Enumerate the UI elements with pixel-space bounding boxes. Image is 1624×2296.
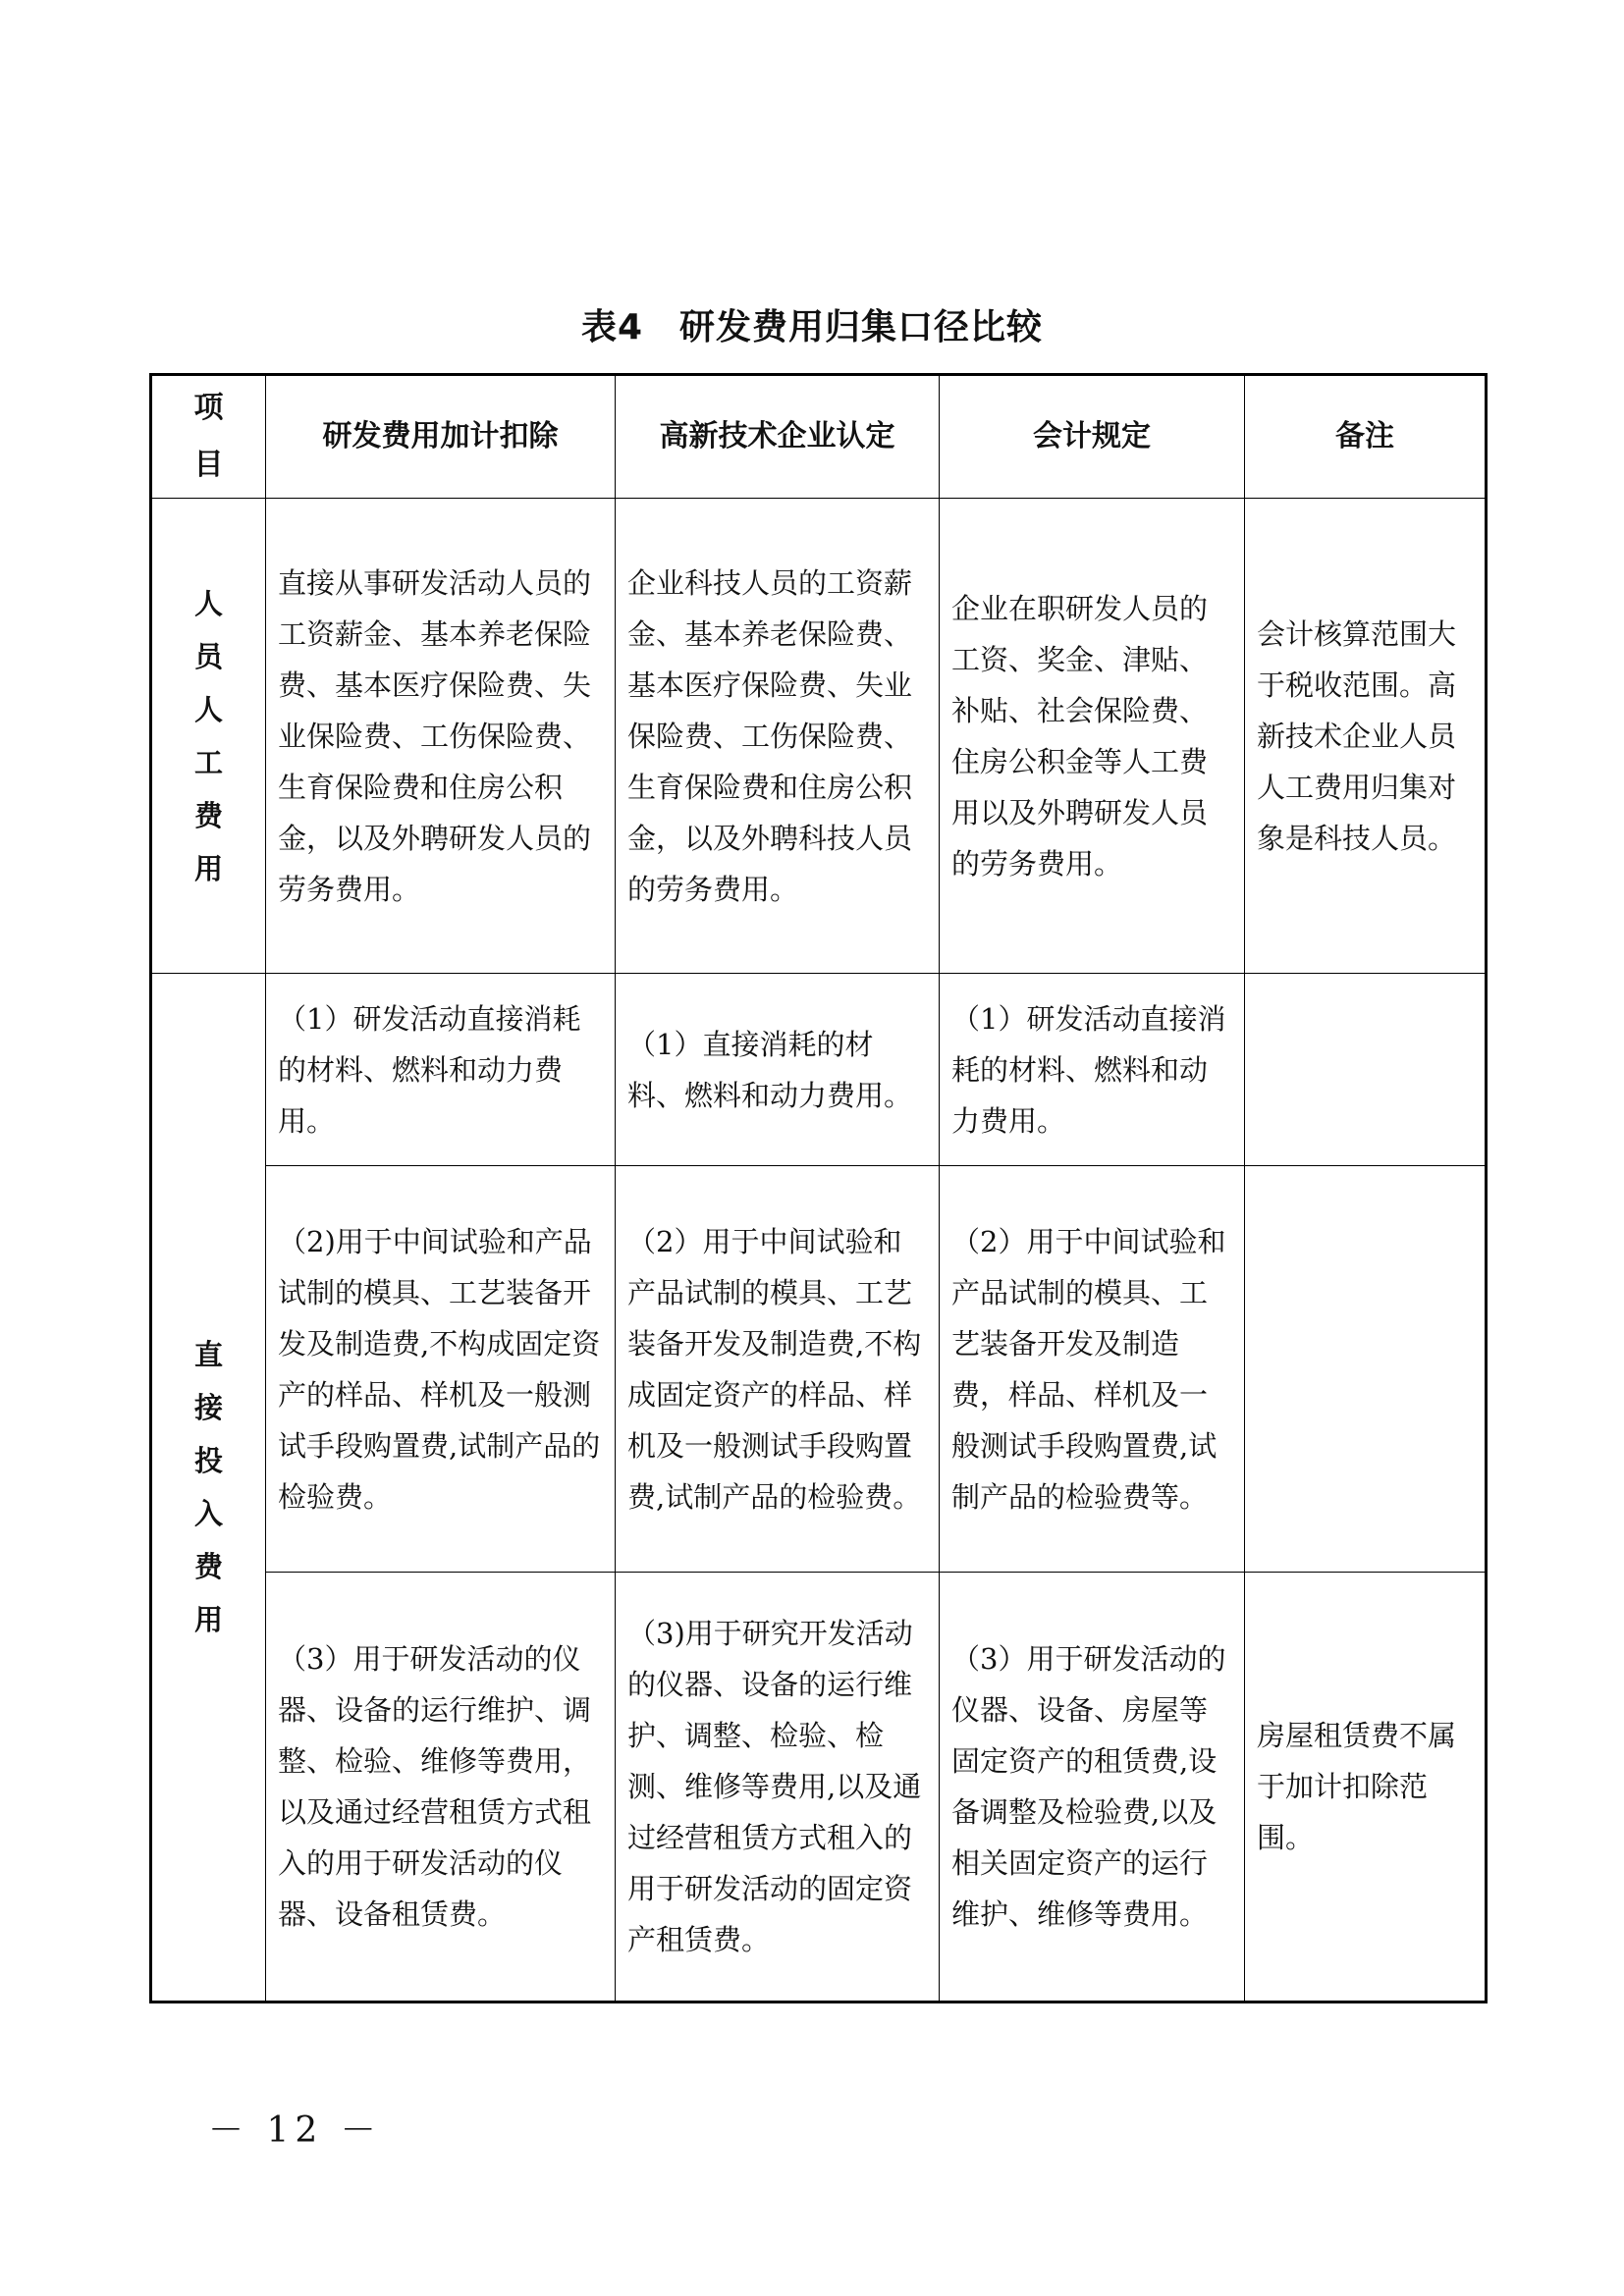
header-item: 项目 bbox=[151, 375, 266, 499]
table-row-direct-2 bbox=[151, 1166, 1487, 1573]
cell-personnel-col1: 直接从事研发活动人员的工资薪金、基本养老保险费、基本医疗保险费、失业保险费、工伤保险费、生育保险费和住房公积金，以及外聘研发人员的劳务费用。 bbox=[266, 499, 616, 974]
cell-direct1-col2: （1）直接消耗的材料、燃料和动力费用。 bbox=[616, 974, 940, 1166]
cell-direct2-col3: （2）用于中间试验和产品试制的模具、工艺装备开发及制造费，样品、样机及一般测试手段购置费,试制产品的检验费等。 bbox=[940, 1166, 1245, 1573]
cell-direct3-col2: （3)用于研究开发活动的仪器、设备的运行维护、调整、检验、检测、维修等费用,以及通过经营租赁方式租入的用于研发活动的固定资产租赁费。 bbox=[616, 1573, 940, 2002]
cell-personnel-col3: 企业在职研发人员的工资、奖金、津贴、补贴、社会保险费、住房公积金等人工费用以及外聘研发人员的劳务费用。 bbox=[940, 499, 1245, 974]
cell-direct1-col4 bbox=[1245, 974, 1487, 1166]
cell-direct2-col2: （2）用于中间试验和产品试制的模具、工艺装备开发及制造费,不构成固定资产的样品、样机及一般测试手段购置费,试制产品的检验费。 bbox=[616, 1166, 940, 1573]
table-title: 表4 研发费用归集口径比较 bbox=[580, 307, 1044, 347]
header-row bbox=[151, 375, 1487, 499]
cell-personnel-col4: 会计核算范围大于税收范围。高新技术企业人员人工费用归集对象是科技人员。 bbox=[1245, 499, 1487, 974]
header-col4: 备注 bbox=[1245, 375, 1487, 499]
row-item-personnel: 人员人工费用 bbox=[151, 499, 266, 974]
page-number: － 12 － bbox=[208, 2110, 382, 2151]
table-row-personnel bbox=[151, 499, 1487, 974]
cell-direct3-col3: （3）用于研发活动的仪器、设备、房屋等固定资产的租赁费,设备调整及检验费,以及相关固定资产的运行维护、维修等费用。 bbox=[940, 1573, 1245, 2002]
header-col1: 研发费用加计扣除 bbox=[266, 375, 616, 499]
cell-direct3-col1: （3）用于研发活动的仪器、设备的运行维护、调整、检验、维修等费用，以及通过经营租赁方式租入的用于研发活动的仪器、设备租赁费。 bbox=[266, 1573, 616, 2002]
cell-direct1-col3: （1）研发活动直接消耗的材料、燃料和动力费用。 bbox=[940, 974, 1245, 1166]
header-col2: 高新技术企业认定 bbox=[616, 375, 940, 499]
header-col3: 会计规定 bbox=[940, 375, 1245, 499]
row-item-direct: 直接投入费用 bbox=[151, 974, 266, 2002]
table-row-direct-3 bbox=[151, 1573, 1487, 2002]
cell-direct2-col4 bbox=[1245, 1166, 1487, 1573]
comparison-table bbox=[149, 373, 1488, 2003]
cell-direct3-col4: 房屋租赁费不属于加计扣除范围。 bbox=[1245, 1573, 1487, 2002]
cell-personnel-col2: 企业科技人员的工资薪金、基本养老保险费、基本医疗保险费、失业保险费、工伤保险费、生育保险费和住房公积金，以及外聘科技人员的劳务费用。 bbox=[616, 499, 940, 974]
cell-direct1-col1: （1）研发活动直接消耗的材料、燃料和动力费用。 bbox=[266, 974, 616, 1166]
cell-direct2-col1: （2)用于中间试验和产品试制的模具、工艺装备开发及制造费,不构成固定资产的样品、样机及一般测试手段购置费,试制产品的检验费。 bbox=[266, 1166, 616, 1573]
table-row-direct-1 bbox=[151, 974, 1487, 1166]
